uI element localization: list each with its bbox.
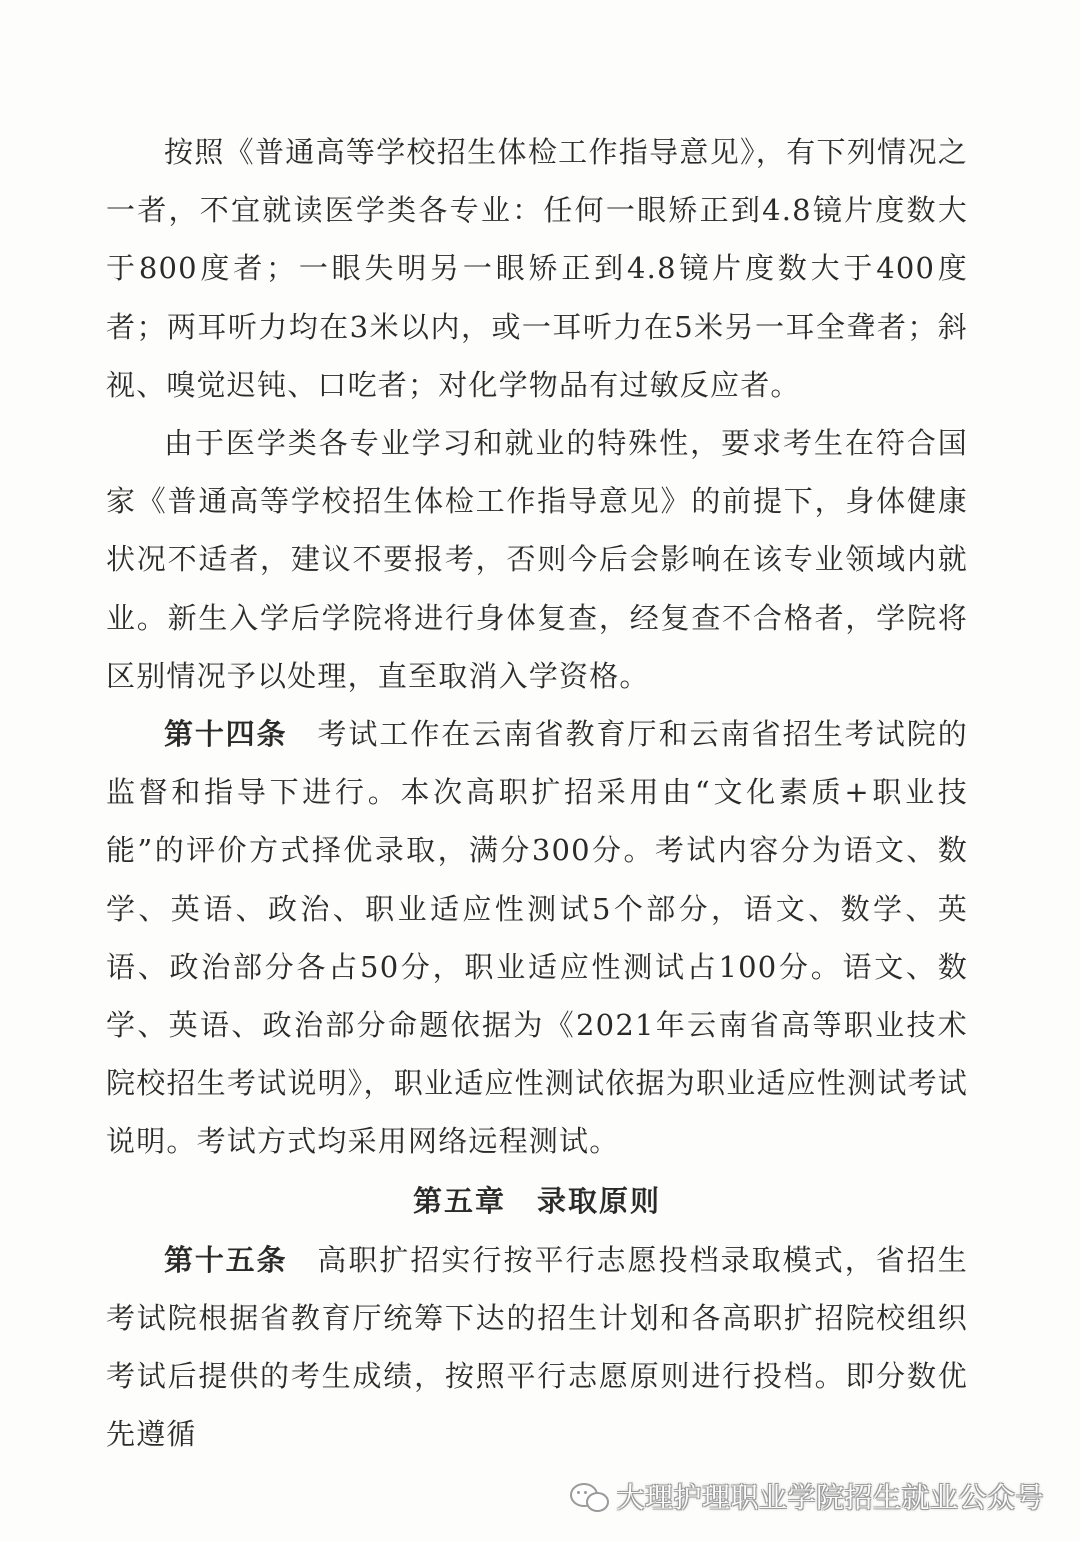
document-body — [106, 123, 968, 1463]
watermark — [570, 1476, 1044, 1516]
article-14-text: 考试工作在云南省教育厅和云南省招生考试院的监督和指导下进行。本次高职扩招采用由“文化素质+职业技能”的评价方式择优录取，满分300分。考试内容分为语文、数学、英语、政治、职业适应性测试5个部分，语文、数学、英语、政治部分各占50分，职业适应性测试占100分。语文、数学、英语、政治部分命题依据为《2021年云南省高等职业技术院校招生考试说明》，职业适应性测试依据为职业适应性测试考试说明。考试方式均采用网络远程测试。 — [106, 717, 968, 1159]
chapter-heading: 第五章 录取原则 — [412, 1183, 661, 1218]
article-14-heading: 第十四条 — [164, 717, 288, 752]
article-15 — [106, 1231, 968, 1464]
article-15-text: 高职扩招实行按平行志愿投档录取模式，省招生考试院根据省教育厅统筹下达的招生计划和各高职扩招院校组织考试后提供的考生成绩，按照平行志愿原则进行投档。即分数优先遵循 — [106, 1242, 968, 1452]
wechat-icon — [570, 1481, 608, 1511]
watermark-text: 大理护理职业学院招生就业公众号 — [616, 1481, 1044, 1514]
article-14 — [106, 705, 968, 1171]
paragraph-health-requirement: 由于医学类各专业学习和就业的特殊性，要求考生在符合国家《普通高等学校招生体检工作指导意见》的前提下，身体健康状况不适者，建议不要报考，否则今后会影响在该专业领域内就业。新生入学后学院将进行身体复查，经复查不合格者，学院将区别情况予以处理，直至取消入学资格。 — [106, 426, 968, 693]
article-15-heading: 第十五条 — [164, 1242, 288, 1277]
paragraph-vision-hearing: 按照《普通高等学校招生体检工作指导意见》，有下列情况之一者，不宜就读医学类各专业：任何一眼矫正到4.8镜片度数大于800度者；一眼失明另一眼矫正到4.8镜片度数大于400度者；两耳听力均在3米以内，或一耳听力在5米另一耳全聋者；斜视、嗅觉迟钝、口吃者；对化学物品有过敏反应者。 — [106, 135, 968, 402]
